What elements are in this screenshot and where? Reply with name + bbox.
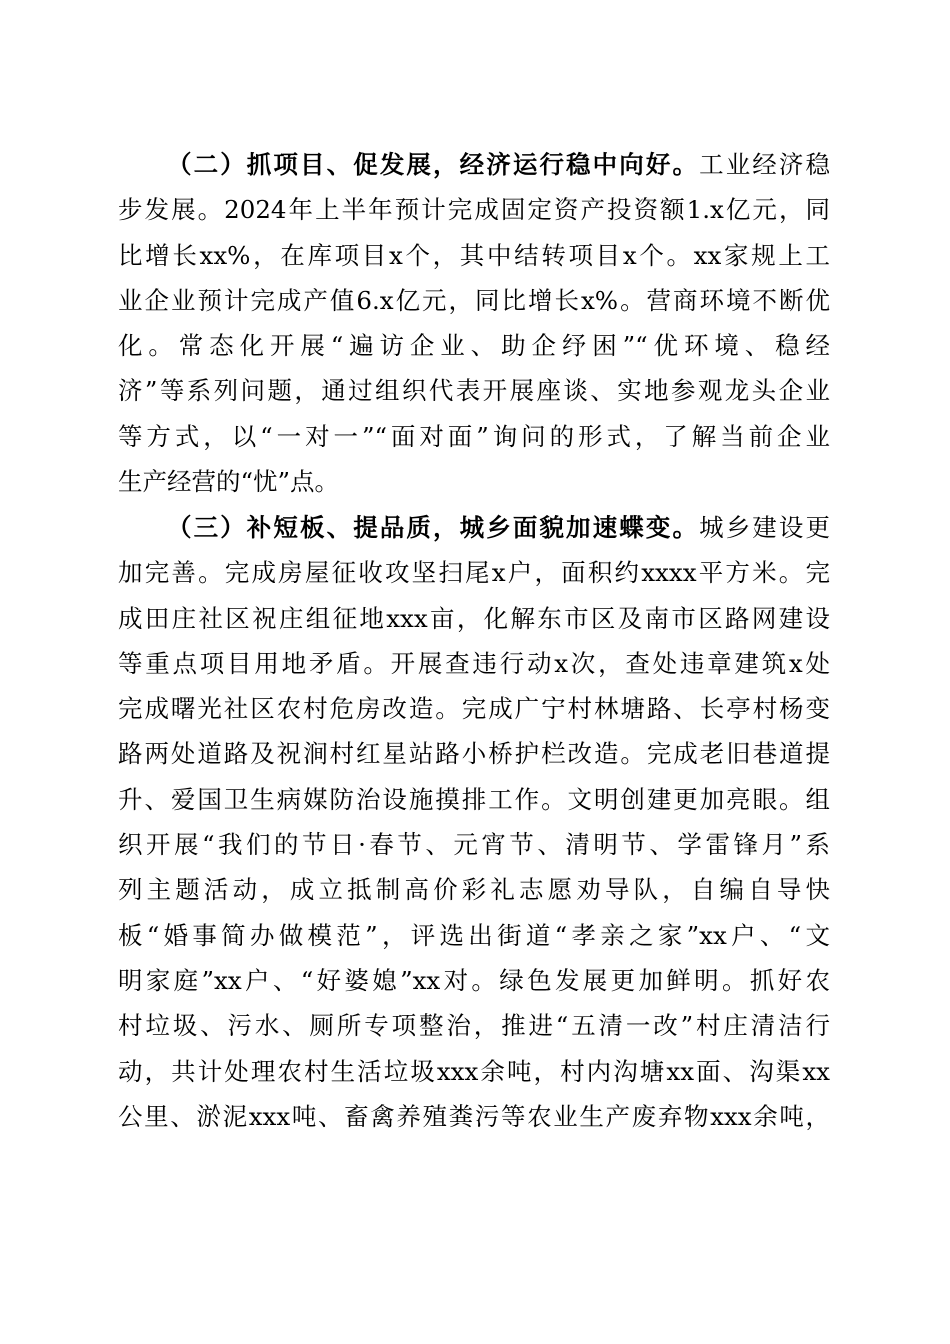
- paragraph-line: 比增长xx%，在库项目x个，其中结转项目x个。xx家规上工: [118, 240, 830, 270]
- paragraph-line: 板“婚事简办做模范”，评选出街道“孝亲之家”xx户、“文: [118, 920, 830, 950]
- paragraph-urban-rural: [118, 505, 830, 1139]
- paragraph-text: 工业经济稳: [699, 150, 831, 179]
- paragraph-line: 生产经营的“忧”点。: [118, 467, 340, 497]
- paragraph-line: [118, 142, 830, 187]
- paragraph-line: 等重点项目用地矛盾。开展查违行动x次，查处违章建筑x处: [118, 648, 830, 678]
- paragraph-line: 加完善。完成房屋征收攻坚扫尾x户，面积约xxxx平方米。完: [118, 558, 830, 588]
- paragraph-line: 织开展“我们的节日·春节、元宵节、清明节、学雷锋月”系: [118, 830, 830, 860]
- paragraph-text: 城乡建设更: [699, 513, 831, 542]
- paragraph-line: 成田庄社区祝庄组征地xxx亩，化解东市区及南市区路网建设: [118, 603, 830, 633]
- paragraph-line: 步发展。2024年上半年预计完成固定资产投资额1.x亿元，同: [118, 195, 830, 225]
- paragraph-line: 动，共计处理农村生活垃圾xxx余吨，村内沟塘xx面、沟渠xx: [118, 1056, 830, 1086]
- paragraph-line: 化。常态化开展“遍访企业、助企纾困”“优环境、稳经: [118, 331, 830, 361]
- paragraph-line: 明家庭”xx户、“好婆媳”xx对。绿色发展更加鲜明。抓好农: [118, 965, 830, 995]
- paragraph-line: 等方式，以“一对一”“面对面”询问的形式，了解当前企业: [118, 421, 830, 451]
- paragraph-line: 升、爱国卫生病媒防治设施摸排工作。文明创建更加亮眼。组: [118, 784, 830, 814]
- paragraph-line: 完成曙光社区农村危房改造。完成广宁村林塘路、长亭村杨变: [118, 694, 830, 724]
- paragraph-line: 业企业预计完成产值6.x亿元，同比增长x%。营商环境不断优: [118, 285, 830, 315]
- paragraph-line: 列主题活动，成立抵制高价彩礼志愿劝导队，自编自导快: [118, 875, 830, 905]
- paragraph-line: [118, 505, 830, 550]
- paragraph-heading: （三）补短板、提品质，城乡面貌加速蝶变。: [167, 513, 700, 542]
- paragraph-line: 村垃圾、污水、厕所专项整治，推进“五清一改”村庄清洁行: [118, 1011, 830, 1041]
- paragraph-economy: [118, 142, 830, 504]
- paragraph-line: 公里、淤泥xxx吨、畜禽养殖粪污等农业生产废弃物xxx余吨，: [118, 1101, 830, 1131]
- paragraph-heading: （二）抓项目、促发展，经济运行稳中向好。: [167, 150, 700, 179]
- paragraph-line: 济”等系列问题，通过组织代表开展座谈、实地参观龙头企业: [118, 376, 830, 406]
- paragraph-line: 路两处道路及祝涧村红星站路小桥护栏改造。完成老旧巷道提: [118, 739, 830, 769]
